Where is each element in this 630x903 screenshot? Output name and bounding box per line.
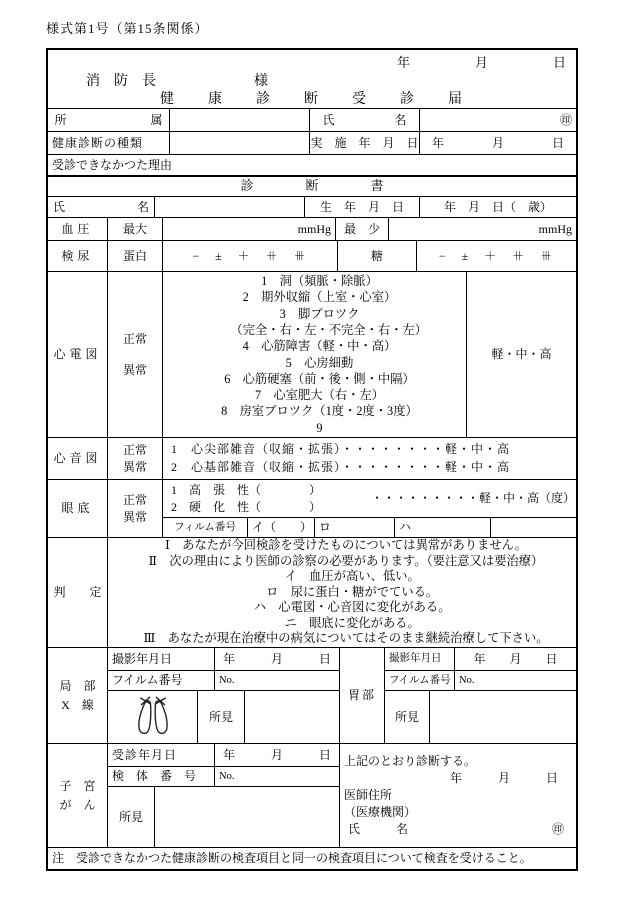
phono-line-1: 1 心尖部雑音（収縮・拡張）・・・・・・・・軽・中・高: [171, 442, 511, 456]
cervical-left-block: [108, 744, 340, 847]
blood-pressure-row: [48, 217, 576, 240]
xray-chest-date-label: 撮影年月日: [108, 648, 215, 670]
urine-sugar-label: 糖: [338, 241, 417, 271]
ecg-item: 8 房室ブロツク（1度・2度・3度）: [221, 404, 418, 419]
xray-chest-findings-row: [108, 690, 339, 743]
cervical-label: [48, 744, 108, 847]
judgment-line: ロ 尿に蛋白・糖がでている。: [253, 584, 439, 599]
xray-stomach-date-field: 年 月 日: [473, 651, 558, 666]
xray-row: [48, 647, 576, 743]
fundus-label: 眼底: [48, 480, 108, 537]
certificate-name-label: 氏 名: [48, 197, 155, 217]
affiliation-name-row: [48, 108, 576, 131]
bp-min-label: 最 少: [336, 218, 389, 240]
judgment-lines: [108, 538, 576, 647]
xray-chest-block: [108, 648, 340, 743]
cervical-specimen-no: No.: [219, 770, 235, 782]
blood-pressure-label: 血圧: [48, 218, 108, 240]
fundus-types: [163, 480, 371, 517]
xray-stomach-block: [385, 648, 576, 743]
xray-stomach-findings-field: [430, 691, 576, 743]
xray-label-line2: X 線: [61, 697, 94, 712]
fundus-top: [163, 480, 576, 517]
ecg-normal-option: 正常: [122, 331, 147, 346]
name-field-with-seal: [420, 109, 576, 131]
xray-chest-findings-label: 所見: [198, 691, 245, 743]
judgment-line: ニ 眼底に変化がある。: [272, 615, 420, 630]
ecg-item: 1 洞（頻脈・除脈）: [261, 274, 378, 289]
ecg-item: 7 心室肥大（右・左）: [254, 388, 385, 403]
phono-abnormal-option: 異常: [122, 459, 147, 474]
xray-chest-film-label: フイルム番号: [108, 671, 215, 690]
cervical-findings-label: 所見: [108, 787, 155, 847]
form-number: 様式第1号（第15条関係）: [46, 21, 209, 36]
form-title: 健 康 診 断 受 診 届: [160, 92, 464, 107]
certificate-name-row: [48, 196, 576, 217]
fundus-type-2: 2 硬 化 性（ ）: [171, 499, 322, 514]
reason-label: 受診できなかつた理由: [52, 157, 173, 172]
fundus-content: [163, 480, 576, 537]
ecg-item: （完全・右・左・不完全・右・左）: [211, 322, 428, 337]
bp-max-label: 最大: [108, 218, 163, 240]
judgment-line: Ⅱ 次の理由により医師の診察の必要があります。（要注意又は要治療）: [148, 553, 544, 568]
xray-label: [48, 648, 108, 743]
judgment-line: Ⅰ あなたが今回検診を受けたものについては異常がありません。: [165, 538, 527, 552]
cervical-findings-row: [108, 786, 339, 847]
judgment-row: [48, 537, 576, 647]
affiliation-field: [170, 109, 310, 131]
judgment-line: イ 血圧が高い、低い。: [272, 569, 420, 584]
xray-chest-film-no: No.: [219, 674, 235, 686]
ecg-item: 5 心房細動: [285, 355, 354, 370]
ecg-item: 4 心筋障害（軽・中・高）: [242, 339, 397, 354]
certificate-name-field: [155, 197, 305, 217]
cervical-label-line1: 子 宮: [59, 778, 96, 793]
ecg-status: [108, 272, 163, 437]
note-row: [48, 847, 576, 869]
xray-stomach-date-row: [385, 648, 576, 670]
lungs-sketch: [108, 691, 198, 743]
doctor-signature-block: [340, 744, 576, 847]
ecg-severity: 軽・中・高: [491, 347, 552, 361]
exam-type-field: [170, 132, 310, 154]
fundus-film-b: ロ: [315, 518, 395, 537]
form-table: [46, 48, 578, 871]
xray-stomach-findings-row: [385, 690, 576, 743]
bp-min-field: mmHg: [538, 221, 572, 236]
doctor-seal-icon: ㊞: [551, 822, 564, 836]
cervical-date-field: 年 月 日: [222, 747, 331, 762]
fundus-film-a: イ（ ）: [248, 518, 315, 537]
xray-stomach-date-label: 撮影年月日: [385, 648, 455, 670]
fundus-film-row: [163, 517, 576, 537]
birth-date-field: 年 月 日（ 歳）: [443, 199, 552, 214]
ecg-item: 3 脚ブロツク: [279, 306, 360, 321]
cervical-date-row: [108, 744, 339, 766]
fundus-film-blank: [491, 518, 576, 537]
fundus-row: [48, 479, 576, 537]
lungs-icon: [130, 693, 176, 741]
urine-row: [48, 240, 576, 271]
judgment-line: Ⅲ あなたが現在治療中の病気についてはそのまま継続治療して下さい。: [143, 631, 549, 646]
xray-stomach-film-no: No.: [459, 674, 475, 686]
fundus-status: [108, 480, 163, 537]
exam-type-row: [48, 131, 576, 154]
ecg-item: 2 期外収縮（上室・心室）: [242, 290, 397, 305]
urine-sugar-scale: − ± ＋ ⧺ ⧻: [438, 248, 555, 263]
title-block: [48, 50, 576, 108]
ecg-items-list: [163, 272, 467, 437]
cervical-specimen-label: 検 体 番 号: [108, 767, 215, 786]
xray-chest-date-field: 年 月 日: [222, 651, 331, 666]
doctor-name-line: [344, 822, 572, 837]
urine-label: 検尿: [48, 241, 108, 271]
note-text: 注 受診できなかつた健康診断の検査項目と同一の検査項目について検査を受けること。: [52, 851, 532, 865]
phono-line-2: 2 心基部雑音（収縮・拡張）・・・・・・・・軽・中・高: [171, 460, 511, 474]
xray-chest-date-row: [108, 648, 339, 670]
judgment-line: ハ 心電図・心音図に変化がある。: [241, 600, 451, 615]
phono-status: [108, 438, 163, 479]
ecg-item: 6 心筋硬塞（前・後・側・中隔）: [224, 371, 415, 386]
cervical-specimen-row: [108, 766, 339, 786]
xray-label-line1: 局 部: [59, 678, 96, 693]
phono-row: [48, 437, 576, 479]
cervical-date-label: 受診年月日: [108, 744, 215, 766]
ecg-row: [48, 271, 576, 437]
xray-stomach-film-row: [385, 670, 576, 690]
doctor-name-label: 氏 名: [348, 822, 409, 836]
cervical-findings-field: [155, 787, 339, 847]
certificate-title-row: [48, 175, 576, 196]
exam-date-field: 年 月 日: [431, 135, 564, 150]
phono-normal-option: 正常: [122, 442, 147, 457]
phono-label: 心音図: [48, 438, 108, 479]
exam-type-label: 健康診断の種類: [48, 132, 170, 154]
reason-row: [48, 154, 576, 175]
diagnosis-date: 年 月 日: [449, 771, 558, 785]
birth-date-label: 生 年 月 日: [305, 197, 420, 217]
fundus-film-label: フィルム番号: [163, 518, 248, 537]
fundus-film-c: ハ: [395, 518, 491, 537]
doctor-address-label: 医師住所: [344, 788, 393, 802]
phono-lines: [163, 438, 576, 479]
doctor-org-label: （医療機関）: [344, 805, 417, 819]
affiliation-label: 所 属: [48, 109, 170, 131]
addressee-line: 消 防 長 様: [86, 74, 268, 89]
fundus-abnormal-option: 異常: [122, 509, 147, 524]
xray-stomach-label: 胃部: [340, 648, 385, 743]
certificate-title: 診 断 書: [240, 178, 384, 194]
cervical-label-line2: が ん: [59, 797, 96, 812]
cervical-row: [48, 743, 576, 847]
diagnosis-statement: 上記のとおり診断する。: [344, 754, 477, 768]
ecg-label: 心電図: [48, 272, 108, 437]
xray-chest-findings-field: [245, 691, 339, 743]
fundus-normal-option: 正常: [122, 492, 147, 507]
urine-protein-scale: − ± ＋ ⧺ ⧻: [163, 241, 338, 271]
fundus-severity: ・・・・・・・・・軽・中・高（度）: [371, 491, 576, 505]
xray-chest-film-row: [108, 670, 339, 690]
xray-stomach-findings-label: 所見: [385, 691, 430, 743]
exam-date-label: 実 施 年 月 日: [310, 132, 420, 154]
fundus-type-1: 1 高 張 性（ ）: [171, 482, 322, 497]
ecg-abnormal-option: 異常: [122, 362, 147, 377]
name-label: 氏 名: [310, 109, 420, 131]
submission-date-line: 年 月 日: [396, 55, 566, 70]
seal-icon: ㊞: [559, 112, 572, 127]
bp-max-field: mmHg: [163, 218, 336, 240]
urine-protein-label: 蛋白: [108, 241, 163, 271]
ecg-item: 9: [316, 420, 323, 435]
judgment-label: 判 定: [48, 538, 108, 647]
xray-stomach-film-label: フイルム番号: [385, 671, 455, 690]
